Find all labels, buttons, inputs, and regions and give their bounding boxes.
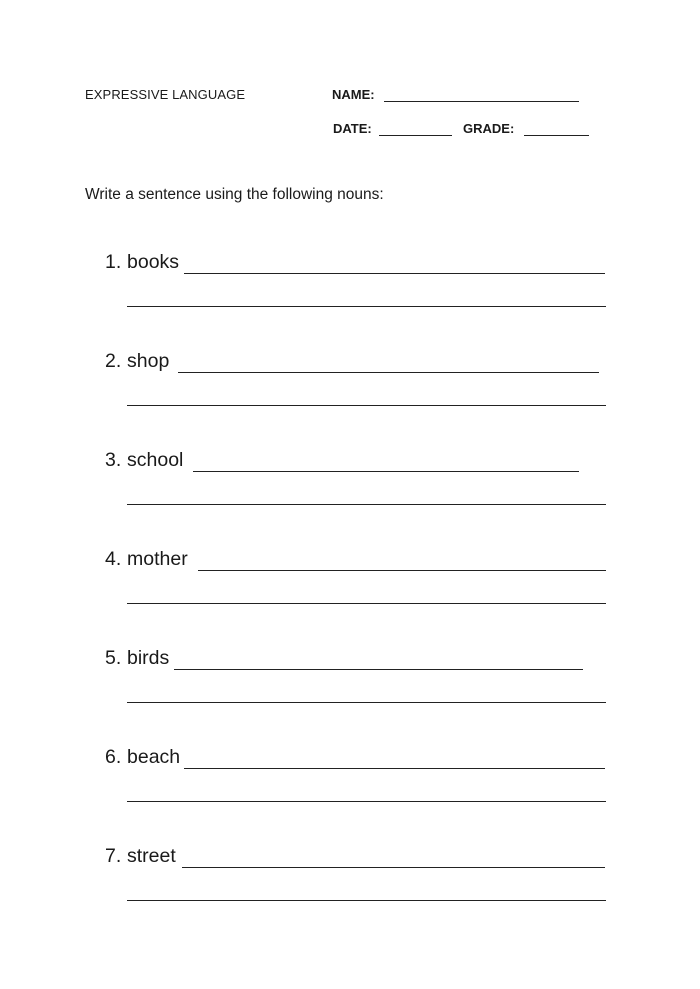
grade-label: GRADE: <box>463 121 515 136</box>
answer-line-1a[interactable] <box>184 273 605 274</box>
item-7 <box>105 845 176 868</box>
item-noun: school <box>127 449 184 471</box>
item-number: 6. <box>105 746 122 768</box>
item-number: 1. <box>105 251 122 273</box>
worksheet-title: EXPRESSIVE LANGUAGE <box>85 87 246 102</box>
item-3 <box>105 449 183 472</box>
answer-line-3a[interactable] <box>193 471 579 472</box>
item-5 <box>105 647 169 670</box>
answer-line-3b[interactable] <box>127 504 606 505</box>
item-noun: street <box>127 845 176 867</box>
answer-line-1b[interactable] <box>127 306 606 307</box>
instructions: Write a sentence using the following nouns: <box>85 186 384 203</box>
grade-field[interactable] <box>524 135 589 136</box>
answer-line-2a[interactable] <box>178 372 599 373</box>
item-noun: beach <box>127 746 181 768</box>
answer-line-4b[interactable] <box>127 603 606 604</box>
item-number: 3. <box>105 449 122 471</box>
item-noun: mother <box>127 548 188 570</box>
answer-line-7b[interactable] <box>127 900 606 901</box>
item-noun: shop <box>127 350 170 372</box>
item-number: 7. <box>105 845 122 867</box>
item-1 <box>105 251 179 274</box>
item-noun: books <box>127 251 180 273</box>
item-2 <box>105 350 169 373</box>
answer-line-6a[interactable] <box>184 768 605 769</box>
answer-line-5b[interactable] <box>127 702 606 703</box>
answer-line-7a[interactable] <box>182 867 605 868</box>
answer-line-4a[interactable] <box>198 570 606 571</box>
item-4 <box>105 548 188 571</box>
item-noun: birds <box>127 647 170 669</box>
date-label: DATE: <box>333 121 372 136</box>
answer-line-6b[interactable] <box>127 801 606 802</box>
date-field[interactable] <box>379 135 452 136</box>
name-field[interactable] <box>384 101 579 102</box>
name-label: NAME: <box>332 87 375 102</box>
item-number: 4. <box>105 548 122 570</box>
answer-line-2b[interactable] <box>127 405 606 406</box>
item-6 <box>105 746 180 769</box>
item-number: 2. <box>105 350 122 372</box>
item-number: 5. <box>105 647 122 669</box>
answer-line-5a[interactable] <box>174 669 583 670</box>
